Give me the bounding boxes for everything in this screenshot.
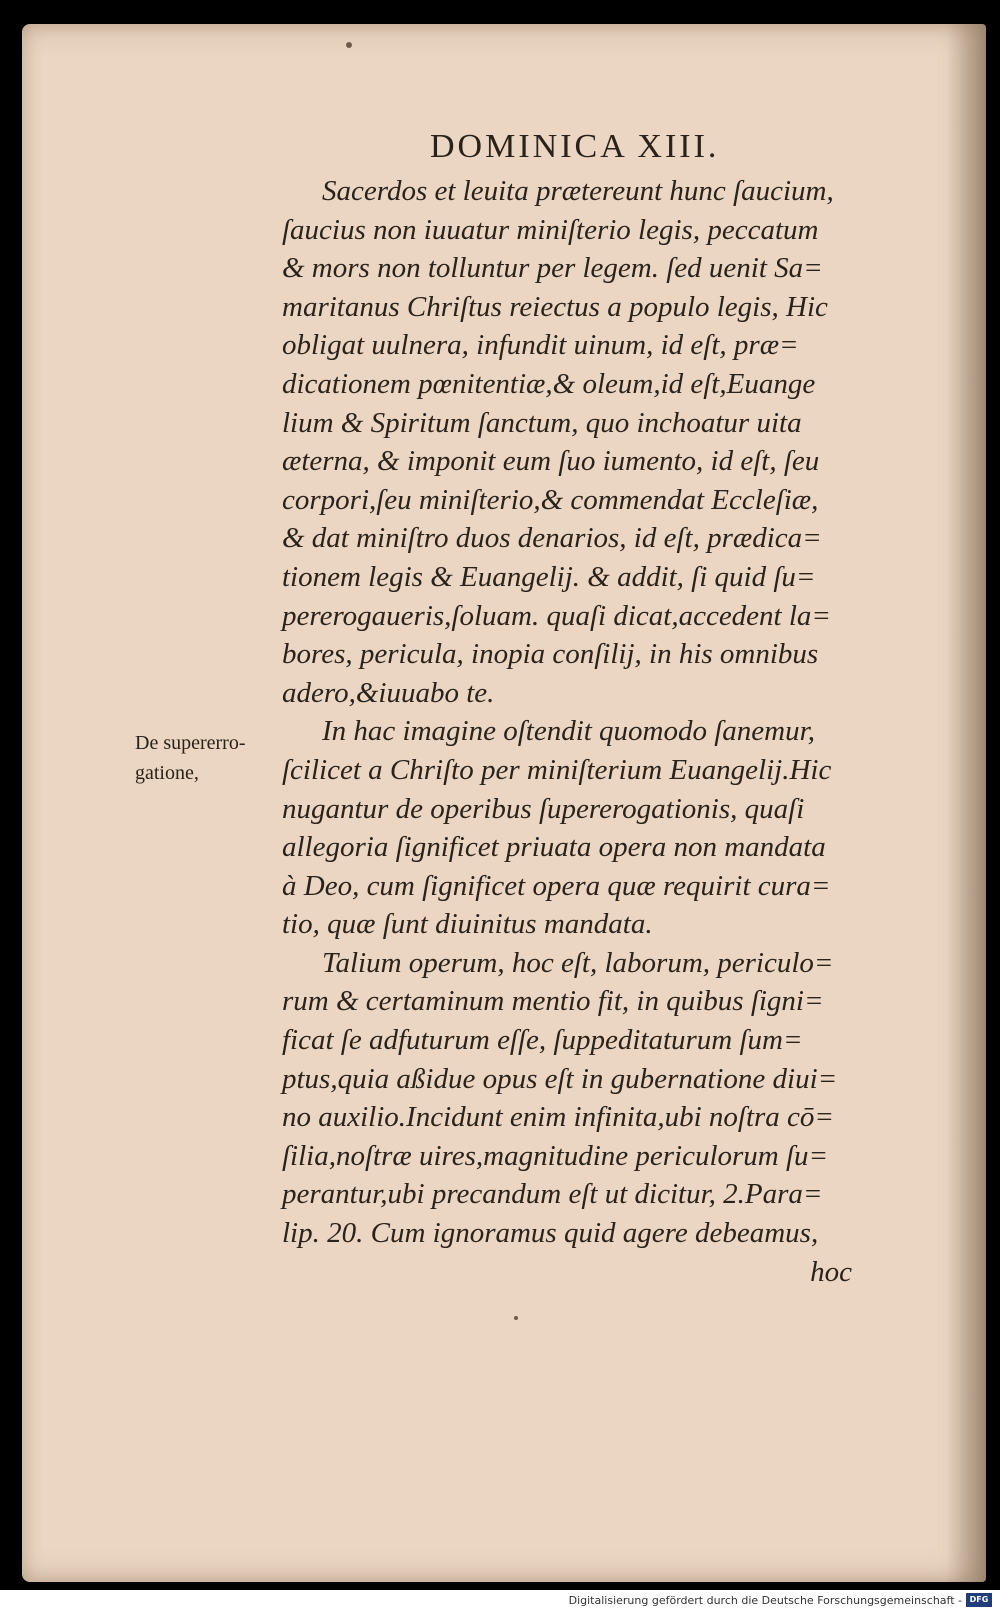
text-line: lip. 20. Cum ignoramus quid agere debeamus, [282, 1217, 819, 1250]
text-line: dicationem pœnitentiæ,& oleum,id eſt,Euange [282, 367, 816, 400]
marginal-note [135, 728, 285, 788]
text-line: nugantur de operibus ſupererogationis, quaſi [282, 792, 805, 825]
text-line: corpori,ſeu miniſterio,& commendat Eccleſiæ, [282, 483, 819, 516]
text-line: ptus,quia aßidue opus eſt in gubernatione diui= [282, 1062, 838, 1095]
text-line: allegoria ſignificet priuata opera non mandata [282, 831, 826, 864]
funding-credit: Digitalisierung gefördert durch die Deutsche Forschungsgemeinschaft - [568, 1594, 962, 1607]
text-line: ſcilicet a Chriſto per miniſterium Euangelij.Hic [282, 753, 832, 786]
text-line: perantur,ubi precandum eſt ut dicitur, 2.Para= [282, 1178, 823, 1211]
text-line: ſilia,noſtræ uires,magnitudine periculorum ſu= [282, 1139, 829, 1172]
text-line: adero,&iuuabo te. [282, 676, 495, 709]
text-line: bores, pericula, inopia conſilij, in his omnibus [282, 638, 819, 671]
text-line: Talium operum, hoc eſt, laborum, periculo= [322, 946, 834, 979]
dfg-logo-icon: DFG [966, 1593, 992, 1607]
catchword: hoc [810, 1255, 852, 1288]
page-edge-shadow [946, 24, 986, 1582]
body-text [282, 172, 922, 1291]
text-line: In hac imagine oſtendit quomodo ſanemur, [322, 715, 815, 748]
running-head: DOMINICA XIII. [430, 128, 720, 165]
text-line: maritanus Chriſtus reiectus a populo legis, Hic [282, 290, 828, 323]
text-line: à Deo, cum ſignificet opera quæ requirit cura= [282, 869, 831, 902]
text-line: pererogaueris,ſoluam. quaſi dicat,accedent la= [282, 599, 831, 632]
text-line: Sacerdos et leuita prætereunt hunc ſaucium, [322, 175, 834, 207]
text-line: æterna, & imponit eum ſuo iumento, id eſt, ſeu [282, 445, 820, 478]
text-line: obligat uulnera, infundit uinum, id eſt, præ= [282, 329, 799, 362]
text-line: & dat miniſtro duos denarios, id eſt, prædica= [282, 522, 822, 555]
marginal-note-line: De supererro- [135, 732, 246, 754]
footer-bar [0, 1590, 1000, 1615]
text-line: no auxilio.Incidunt enim infinita,ubi noſtra cō= [282, 1101, 834, 1134]
text-line: & mors non tolluntur per legem. ſed uenit Sa= [282, 252, 823, 285]
text-line: tionem legis & Euangelij. & addit, ſi quid ſu= [282, 560, 816, 593]
text-line: ſaucius non iuuatur miniſterio legis, peccatum [282, 213, 819, 246]
ink-speck-bottom [514, 1316, 518, 1320]
text-line: rum & certaminum mentio fit, in quibus ſigni= [282, 985, 824, 1018]
text-line: lium & Spiritum ſanctum, quo inchoatur uita [282, 406, 802, 439]
text-line: ficat ſe adfuturum eſſe, ſuppeditaturum ſum= [282, 1024, 803, 1057]
ink-speck-top [346, 42, 352, 48]
text-line: tio, quæ ſunt diuinitus mandata. [282, 908, 653, 941]
marginal-note-line: gatione, [135, 762, 199, 784]
